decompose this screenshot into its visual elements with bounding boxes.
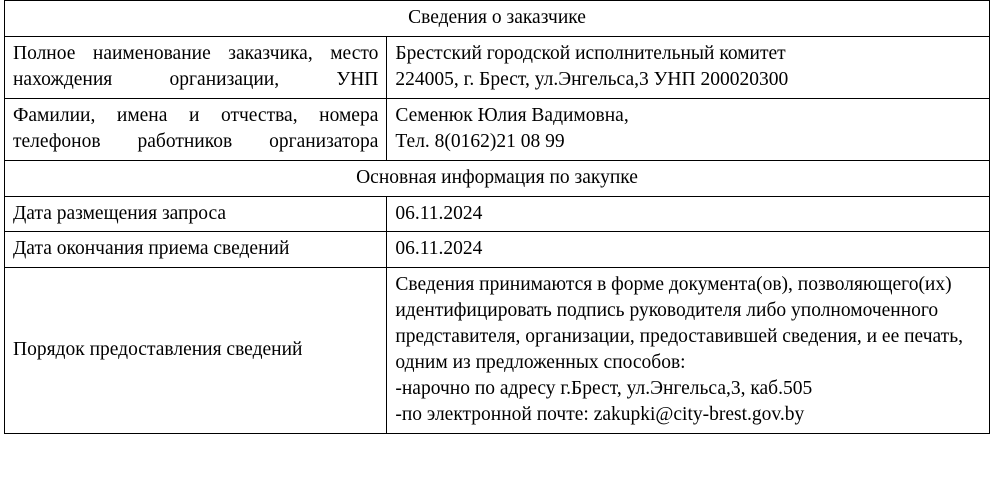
table-row [5,160,990,196]
table-row [5,1,990,37]
customer-name-value [387,36,990,98]
customer-name-label: Полное наименование заказчика, место нахождения организации, УНП [5,36,387,98]
submission-deadline-label: Дата окончания приема сведений [5,232,387,268]
table-row [5,98,990,160]
contact-persons-value [387,98,990,160]
table-row [5,268,990,434]
submission-procedure-option-in-person: -нарочно по адресу г.Брест, ул.Энгельса,3, каб.505 [395,378,813,400]
customer-name-line-1: Брестский городской исполнительный комитет [395,42,786,64]
submission-procedure-option-email: -по электронной почте: zakupki@city-brest.gov.by [395,403,805,425]
submission-procedure-label: Порядок предоставления сведений [5,268,387,434]
purchase-info-header: Основная информация по закупке [5,160,990,196]
table-row [5,232,990,268]
request-publication-date-value: 06.11.2024 [387,196,990,232]
submission-procedure-value [387,268,990,434]
submission-procedure-paragraph: Сведения принимаются в форме документа(ов), позволяющего(их) идентифицировать подпись руководителя либо уполномоченного представителя, организации, предоставившей сведения, и ее печать, одним из предложенных способов: [395,274,963,374]
submission-deadline-value: 06.11.2024 [387,232,990,268]
contact-person-phone: Тел. 8(0162)21 08 99 [395,130,565,152]
table-row [5,36,990,98]
request-publication-date-label: Дата размещения запроса [5,196,387,232]
procurement-info-table [4,0,990,434]
customer-name-line-2: 224005, г. Брест, ул.Энгельса,3 УНП 200020300 [395,68,789,90]
table-row [5,196,990,232]
customer-info-header: Сведения о заказчике [5,1,990,37]
contact-persons-label: Фамилии, имена и отчества, номера телефонов работников организатора [5,98,387,160]
contact-person-name: Семенюк Юлия Вадимовна, [395,104,629,126]
